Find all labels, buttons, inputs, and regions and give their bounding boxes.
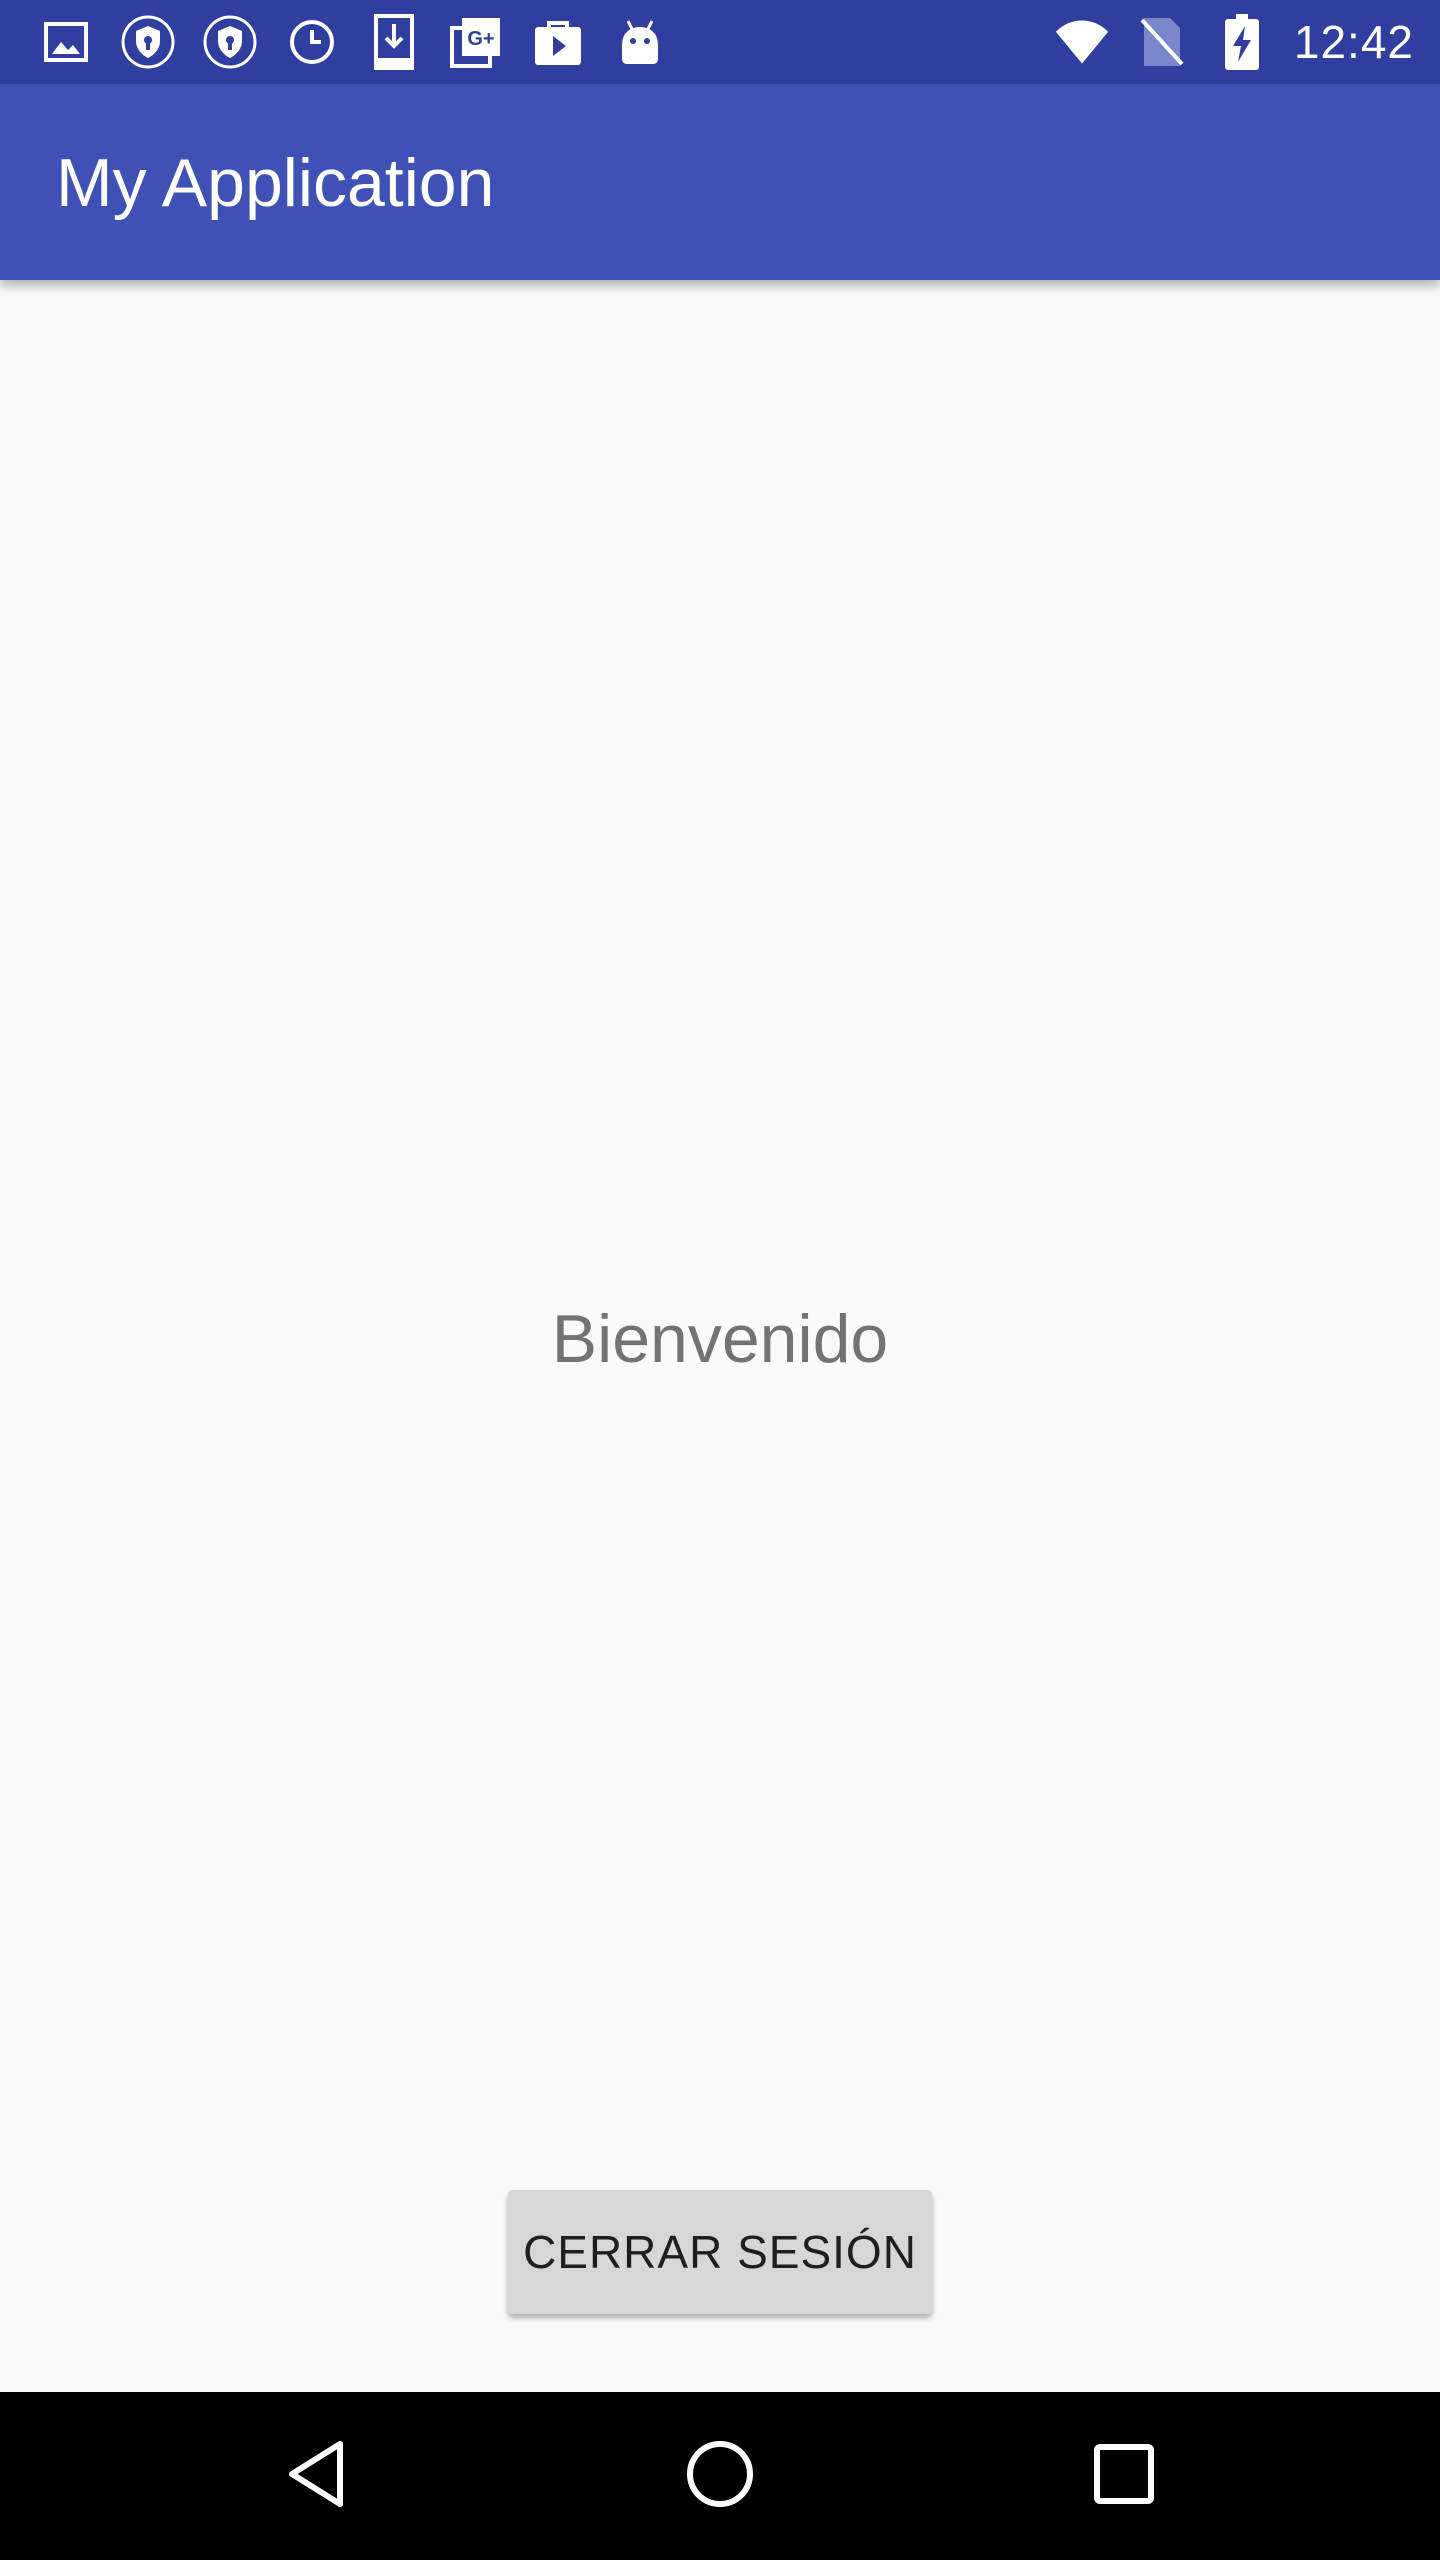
android-icon [612,14,668,70]
battery-charging-icon [1214,14,1270,70]
wifi-icon [1054,14,1110,70]
back-icon [284,2438,348,2515]
home-icon [685,2439,755,2514]
navigation-bar [0,2392,1440,2560]
app-title: My Application [56,145,495,221]
recents-icon [1093,2443,1155,2510]
home-button[interactable] [670,2426,770,2526]
logout-button[interactable]: CERRAR SESIÓN [508,2190,932,2314]
recents-button[interactable] [1074,2426,1174,2526]
back-button[interactable] [266,2426,366,2526]
notification-icons [38,14,668,70]
welcome-text: Bienvenido [551,1301,889,1377]
vpn-key-icon [120,14,176,70]
status-time: 12:42 [1293,16,1414,68]
google-plus-icon [448,14,504,70]
app-bar [0,84,1440,280]
image-icon [38,14,94,70]
no-sim-icon [1134,14,1190,70]
status-bar [0,0,1440,84]
system-status-icons [1054,14,1414,70]
vpn-key-icon [202,14,258,70]
play-store-icon [530,14,586,70]
clock-icon [284,14,340,70]
svg-text:G+: G+ [467,28,495,50]
download-icon [366,14,422,70]
